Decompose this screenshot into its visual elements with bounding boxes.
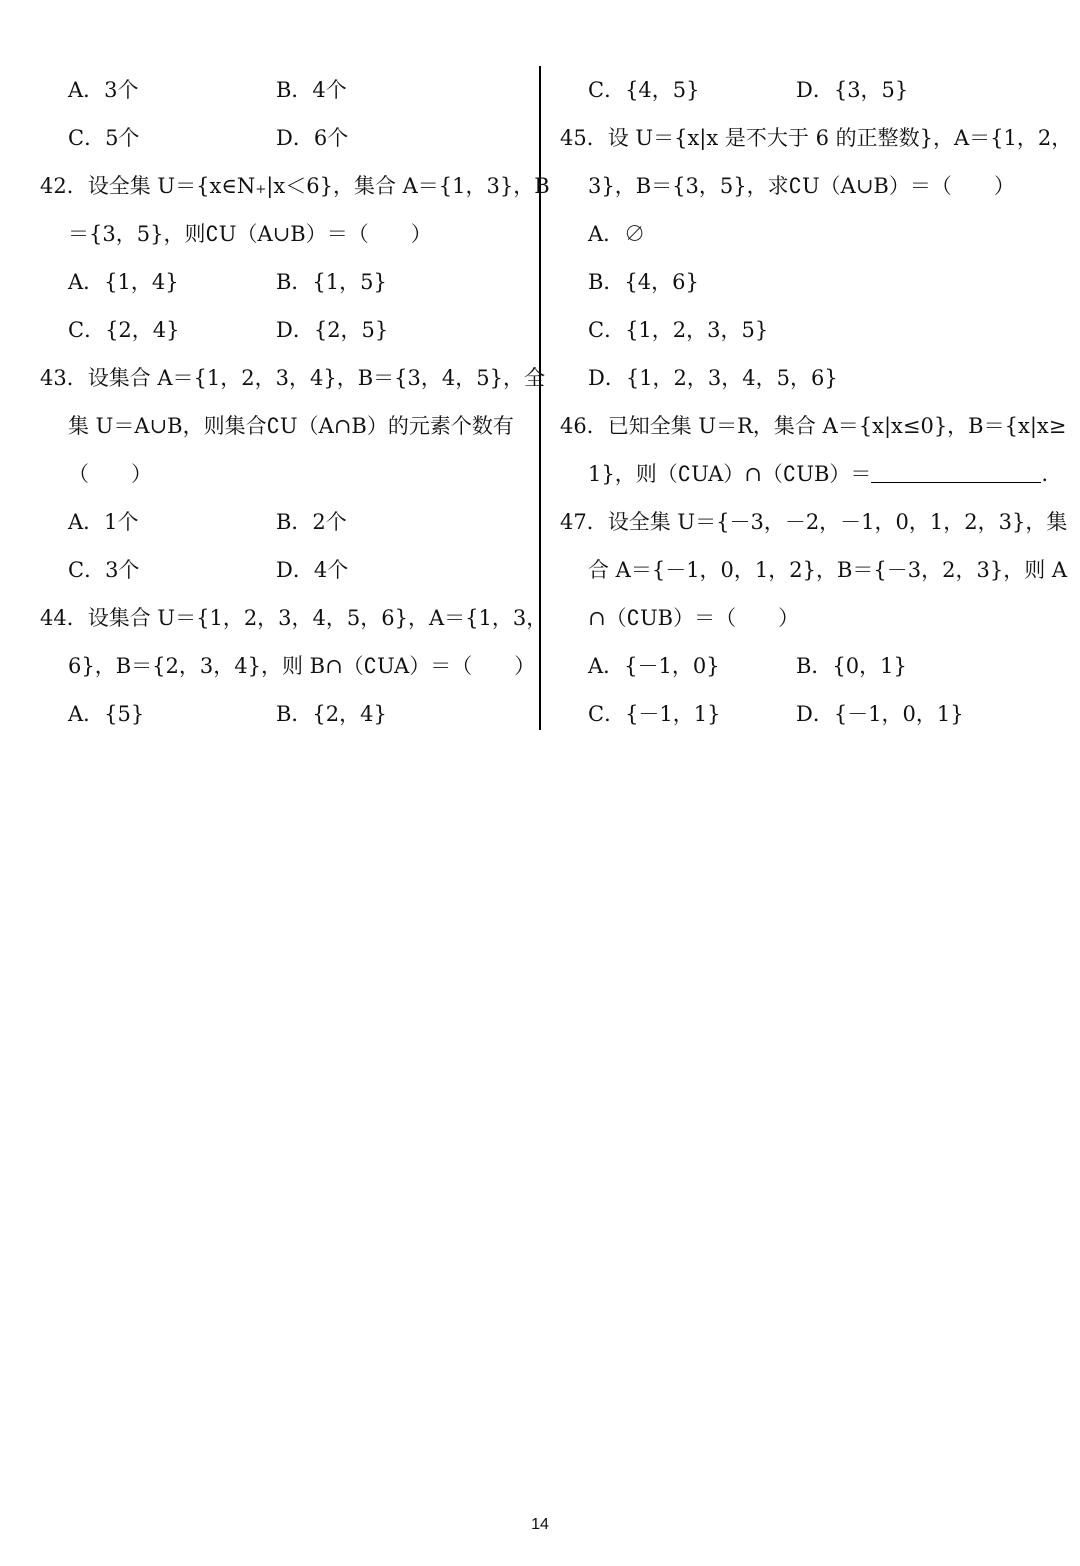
q42-option-b: B．{1，5} bbox=[276, 270, 387, 294]
q45-option-b: B．{4，6} bbox=[588, 270, 699, 294]
page-number: 14 bbox=[531, 1516, 549, 1533]
q43-option-d: D．4个 bbox=[276, 558, 349, 582]
q42-stem-line1: 42．设全集 U＝{x∈N₊|x＜6}，集合 A＝{1，3}，B bbox=[40, 174, 550, 198]
q46-stem-line2 bbox=[588, 450, 1048, 498]
q47-stem-line2: 合 A＝{－1，0，1，2}，B＝{－3，2，3}，则 A bbox=[588, 558, 1068, 582]
q46-period: . bbox=[1041, 462, 1049, 486]
q45-option-d: D．{1，2，3，4，5，6} bbox=[588, 366, 838, 390]
q42-option-a: A．{1，4} bbox=[68, 270, 179, 294]
q44-option-c: C．{4，5} bbox=[588, 78, 700, 102]
q44-option-d: D．{3，5} bbox=[796, 78, 909, 102]
q41-option-b: B．4个 bbox=[276, 78, 347, 102]
q47-option-c: C．{－1，1} bbox=[588, 702, 721, 726]
q47-option-d: D．{－1，0，1} bbox=[796, 702, 964, 726]
q41-option-c: C．5个 bbox=[68, 126, 140, 150]
q47-option-b: B．{0，1} bbox=[796, 654, 907, 678]
q45-stem-line1: 45．设 U＝{x|x 是不大于 6 的正整数}，A＝{1，2， bbox=[560, 126, 1073, 150]
q43-stem-line1: 43．设集合 A＝{1，2，3，4}，B＝{3，4，5}，全 bbox=[40, 366, 545, 390]
q44-option-a: A．{5} bbox=[68, 702, 145, 726]
q45-option-c: C．{1，2，3，5} bbox=[588, 318, 769, 342]
q45-option-a: A．∅ bbox=[588, 222, 646, 246]
q47-stem-line1: 47．设全集 U＝{－3，－2，－1，0，1，2，3}，集 bbox=[560, 510, 1068, 534]
q42-option-d: D．{2，5} bbox=[276, 318, 389, 342]
q47-stem-line3: ∩（∁UB）＝（ ） bbox=[588, 606, 800, 630]
q44-stem-line2: 6}，B＝{2，3，4}，则 B∩（∁UA）＝（ ） bbox=[68, 654, 536, 678]
q41-option-d: D．6个 bbox=[276, 126, 349, 150]
q42-option-c: C．{2，4} bbox=[68, 318, 180, 342]
q46-stem-line1: 46．已知全集 U＝R，集合 A＝{x|x≤0}，B＝{x|x≥ bbox=[560, 414, 1067, 438]
q43-option-c: C．3个 bbox=[68, 558, 140, 582]
q44-stem-line1: 44．设集合 U＝{1，2，3，4，5，6}，A＝{1，3， bbox=[40, 606, 548, 630]
q43-option-b: B．2个 bbox=[276, 510, 347, 534]
q42-stem-line2: ＝{3，5}，则∁U（A∪B）＝（ ） bbox=[68, 222, 432, 246]
q43-option-a: A．1个 bbox=[68, 510, 139, 534]
q46-stem-text: 1}，则（∁UA）∩（∁UB）＝ bbox=[588, 462, 872, 486]
q47-option-a: A．{－1，0} bbox=[588, 654, 720, 678]
q41-option-a: A．3个 bbox=[68, 78, 139, 102]
q46-answer-blank[interactable] bbox=[871, 462, 1041, 483]
q45-stem-line2: 3}，B＝{3，5}，求∁U（A∪B）＝（ ） bbox=[588, 174, 1015, 198]
q43-stem-line3: （ ） bbox=[68, 462, 152, 486]
q44-option-b: B．{2，4} bbox=[276, 702, 387, 726]
q43-stem-line2: 集 U＝A∪B，则集合∁U（A∩B）的元素个数有 bbox=[68, 414, 514, 438]
